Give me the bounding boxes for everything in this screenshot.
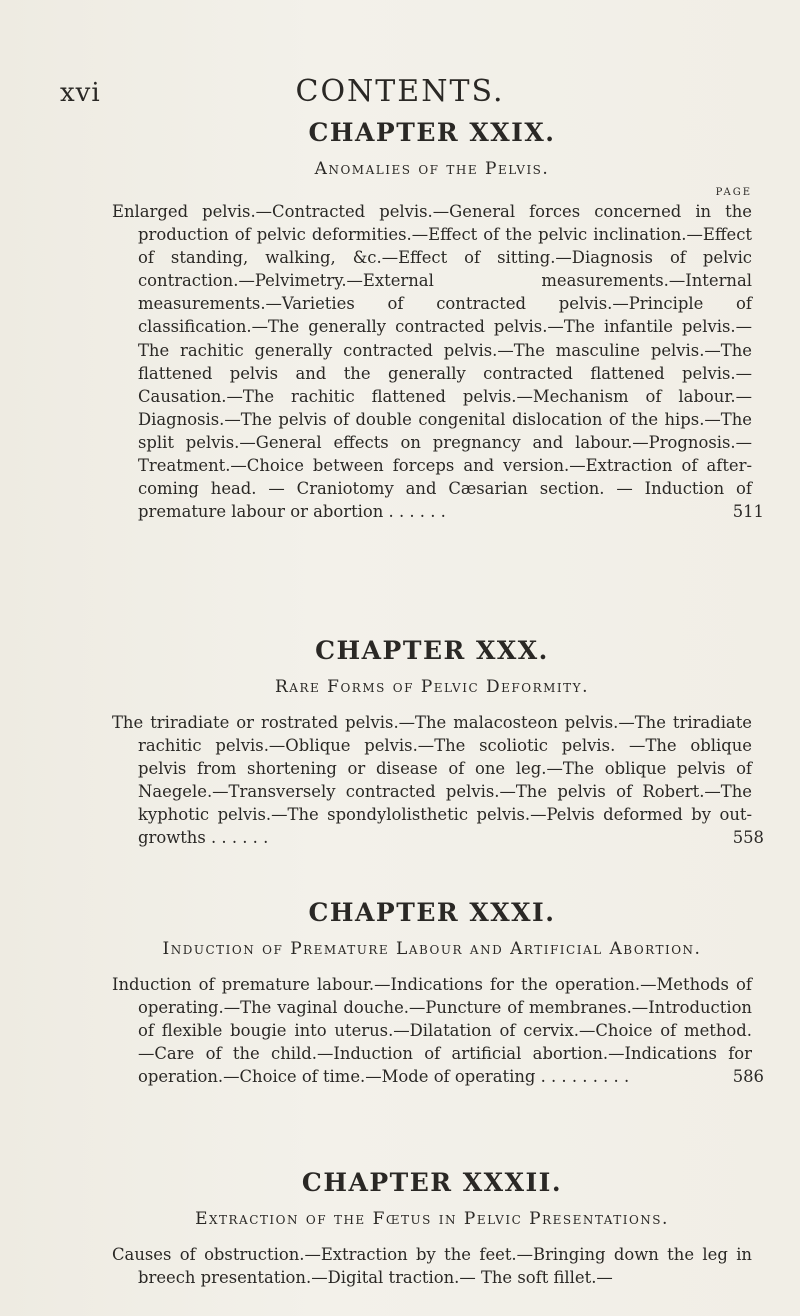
- chapter-contents-entry: [112, 973, 764, 1088]
- chapter-heading: CHAPTER XXIX.: [308, 118, 556, 147]
- chapter-xxx: [112, 636, 764, 850]
- entry-text: The triradiate or rostrated pelvis.—The malacosteon pelvis.—The triradiate rachitic pelvis.—Oblique pelvis.—The scoliotic pelvis. —The oblique pelvis from shortening or disease of one leg.—The oblique pelvis of Naegele.—Transversely contracted pelvis.—The pelvis of Robert.—The kyphotic pelvis.—The spondylolisthetic pelvis.—Pelvis deformed by out-growths . . . . . .: [112, 713, 752, 848]
- chapter-contents-entry: [112, 1243, 752, 1289]
- page-number: xvi: [60, 78, 101, 108]
- chapter-heading: CHAPTER XXXI.: [308, 898, 556, 927]
- chapter-heading: CHAPTER XXXII.: [301, 1168, 563, 1197]
- entry-text: Causes of obstruction.—Extraction by the feet.—Bringing down the leg in breech presentation.—Digital traction.— The soft fillet.—: [112, 1245, 752, 1288]
- running-title: CONTENTS.: [295, 74, 505, 109]
- chapter-xxxi: [112, 898, 764, 1088]
- chapter-subtitle: Anomalies of the Pelvis.: [314, 159, 550, 179]
- chapter-subtitle: Extraction of the Fœtus in Pelvic Presentations.: [195, 1209, 669, 1229]
- chapter-subtitle: Rare Forms of Pelvic Deformity.: [275, 677, 589, 697]
- chapter-subtitle: Induction of Premature Labour and Artificial Abortion.: [162, 939, 702, 959]
- chapter-heading: CHAPTER XXX.: [315, 636, 549, 665]
- running-head: [0, 74, 800, 114]
- entry-page-number: 586: [732, 1067, 764, 1087]
- entry-text: Enlarged pelvis.—Contracted pelvis.—General forces concerned in the production of pelvic deformities.—Effect of the pelvic inclination.—Effect of standing, walking, &c.—Effect of sitting.—Diagnosis of pelvic contraction.—Pelvimetry.—External measurements.—Internal measurements.—Varieties of contracted pelvis.—Principle of classification.—The generally contracted pelvis.—The infantile pelvis.—The rachitic generally contracted pelvis.—The masculine pelvis.—The flattened pelvis and the generally contracted flattened pelvis.—Causation.—The rachitic flattened pelvis.—Mechanism of labour.—Diagnosis.—The pelvis of double congenital dislocation of the hips.—The split pelvis.—General effects on pregnancy and labour.—Prognosis.—Treatment.—Choice between forceps and version.—Extraction of after-coming head. — Craniotomy and Cæsarian section. — Induction of premature labour or abortion . . . . . .: [112, 202, 752, 522]
- chapter-contents-entry: [112, 200, 764, 523]
- page-column-label: PAGE: [715, 187, 752, 198]
- entry-page-number: 511: [732, 502, 764, 522]
- chapter-xxxii: [112, 1168, 752, 1289]
- entry-page-number: 558: [732, 828, 764, 848]
- chapter-xxix: [112, 118, 764, 523]
- chapter-contents-entry: [112, 711, 764, 850]
- entry-text: Induction of premature labour.—Indications for the operation.—Methods of operating.—The vaginal douche.—Puncture of membranes.—Introduction of flexible bougie into uterus.—Dilatation of cervix.—Choice of method. —Care of the child.—Induction of artificial abortion.—Indications for operation.—Choice of time.—Mode of operating . . . . . . . . .: [112, 975, 752, 1087]
